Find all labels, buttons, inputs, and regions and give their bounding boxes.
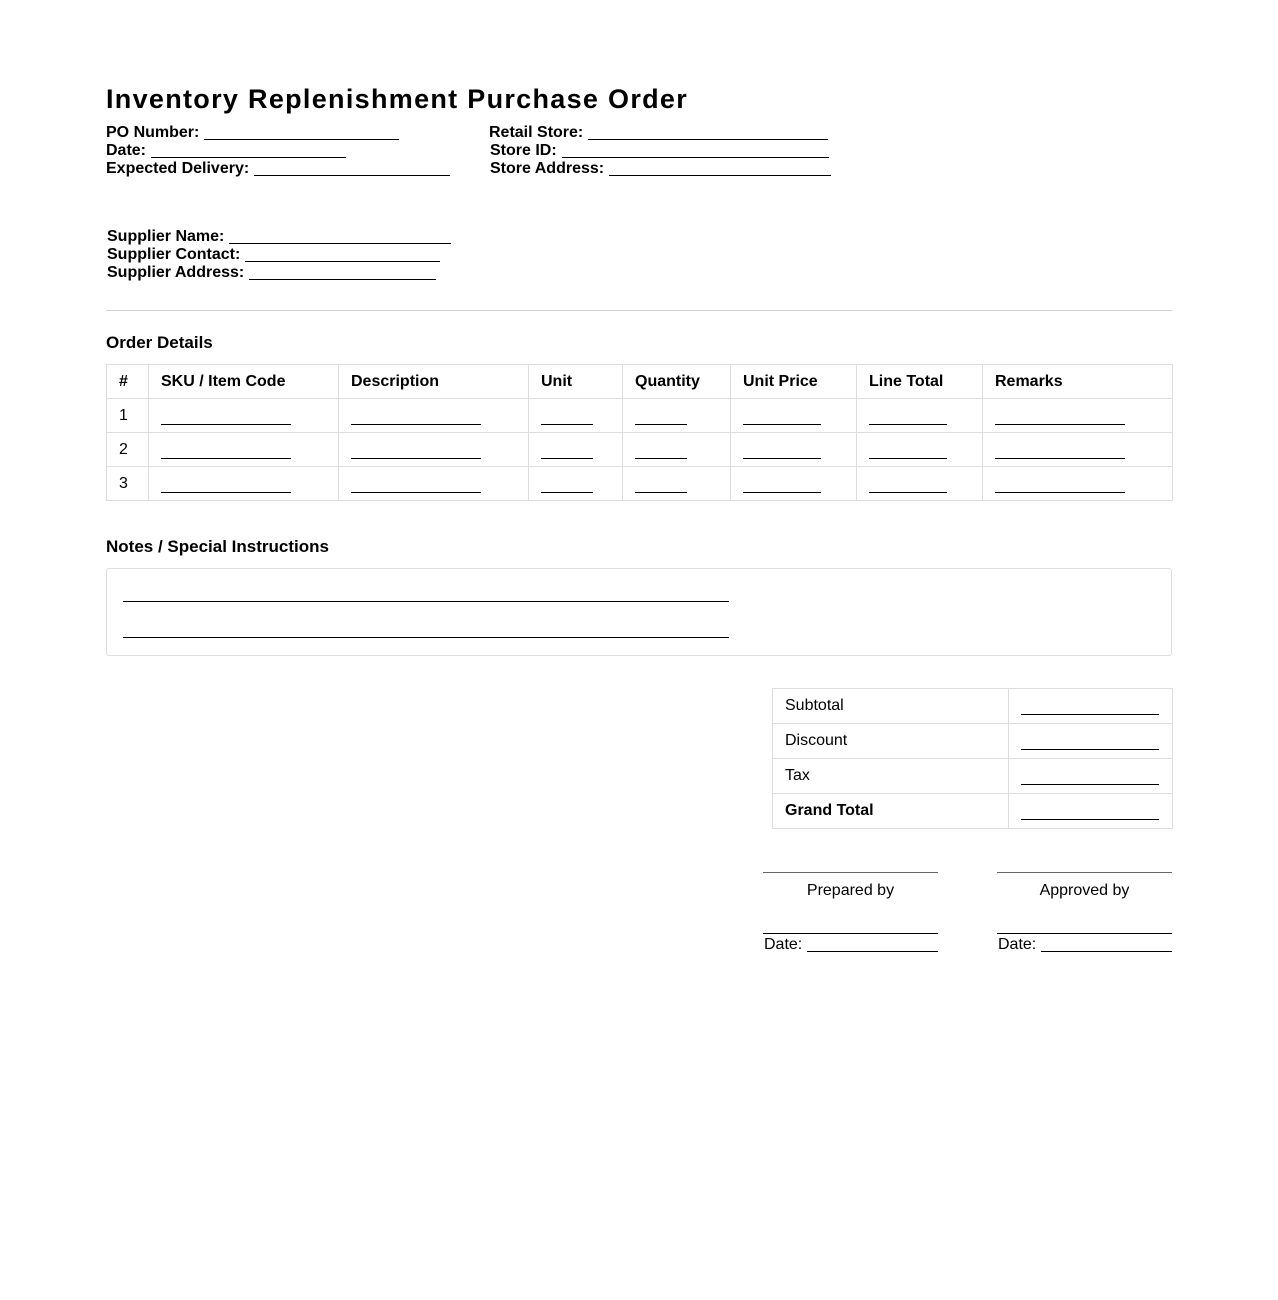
date-label: Date: [106,142,147,159]
unit-cell[interactable] [529,467,623,501]
store-id-label: Store ID: [490,142,557,159]
approved-by-signature-line[interactable] [997,872,1172,873]
quantity-cell[interactable] [623,399,731,433]
remarks-blank[interactable] [995,478,1125,493]
column-header-unit: Unit [529,365,623,399]
table-row [107,467,1173,501]
column-header-unit-price: Unit Price [731,365,857,399]
supplier-address-label: Supplier Address: [107,264,245,281]
section-divider [106,310,1172,311]
line-total-cell[interactable] [857,399,983,433]
column-header-remarks: Remarks [983,365,1173,399]
approved-by-date-field[interactable] [998,936,1172,954]
subtotal-row [773,689,1173,724]
description-cell[interactable] [339,399,529,433]
description-blank[interactable] [351,478,481,493]
unit-price-cell[interactable] [731,399,857,433]
store-id-field[interactable] [490,142,829,160]
column-header-sku: SKU / Item Code [149,365,339,399]
totals-table [772,688,1173,829]
prepared-by-label: Prepared by [806,882,895,899]
line-total-blank[interactable] [869,478,947,493]
sku-cell[interactable] [149,399,339,433]
approved-by-signature-block [997,872,1172,953]
quantity-blank[interactable] [635,444,687,459]
line-total-blank[interactable] [869,444,947,459]
discount-label: Discount [773,724,1009,759]
quantity-cell[interactable] [623,467,731,501]
sku-cell[interactable] [149,467,339,501]
sku-cell[interactable] [149,433,339,467]
supplier-name-label: Supplier Name: [107,228,225,245]
unit-price-blank[interactable] [743,444,821,459]
subtotal-label: Subtotal [773,689,1009,724]
remarks-blank[interactable] [995,444,1125,459]
approved-by-rule [997,933,1172,934]
expected-delivery-blank[interactable] [254,160,450,176]
remarks-cell[interactable] [983,433,1173,467]
tax-row [773,759,1173,794]
column-header-description: Description [339,365,529,399]
supplier-contact-blank[interactable] [245,246,440,262]
description-blank[interactable] [351,410,481,425]
store-address-label: Store Address: [490,160,605,177]
retail-store-label: Retail Store: [489,124,584,141]
tax-blank[interactable] [1021,770,1159,785]
store-address-field[interactable] [490,160,831,178]
supplier-address-blank[interactable] [249,264,436,280]
sku-blank[interactable] [161,410,291,425]
description-blank[interactable] [351,444,481,459]
approved-by-date-label: Date: [998,936,1037,953]
unit-price-cell[interactable] [731,433,857,467]
unit-blank[interactable] [541,478,593,493]
store-address-blank[interactable] [609,160,831,176]
prepared-by-signature-block [763,872,938,953]
column-header-line-total: Line Total [857,365,983,399]
row-number: 1 [107,399,149,433]
unit-blank[interactable] [541,444,593,459]
document-title: Inventory Replenishment Purchase Order [106,84,689,114]
line-total-blank[interactable] [869,410,947,425]
row-number: 3 [107,467,149,501]
unit-price-cell[interactable] [731,467,857,501]
column-header-number: # [107,365,149,399]
discount-value-cell[interactable] [1009,724,1173,759]
grand-total-row [773,794,1173,829]
notes-box[interactable] [106,568,1172,656]
po-number-label: PO Number: [106,124,200,141]
sku-blank[interactable] [161,478,291,493]
order-details-table [106,364,1173,501]
description-cell[interactable] [339,467,529,501]
po-number-blank[interactable] [204,124,399,140]
quantity-blank[interactable] [635,410,687,425]
subtotal-value-cell[interactable] [1009,689,1173,724]
unit-blank[interactable] [541,410,593,425]
unit-price-blank[interactable] [743,410,821,425]
discount-row [773,724,1173,759]
approved-by-date-blank[interactable] [1041,936,1172,952]
notes-title: Notes / Special Instructions [106,537,329,556]
prepared-by-date-field[interactable] [764,936,938,954]
tax-value-cell[interactable] [1009,759,1173,794]
grand-total-blank[interactable] [1021,805,1159,820]
po-number-field[interactable] [106,124,399,142]
subtotal-blank[interactable] [1021,700,1159,715]
prepared-by-date-label: Date: [764,936,803,953]
grand-total-value-cell[interactable] [1009,794,1173,829]
retail-store-field[interactable] [489,124,828,142]
description-cell[interactable] [339,433,529,467]
remarks-blank[interactable] [995,410,1125,425]
expected-delivery-field[interactable] [106,160,450,178]
supplier-name-field[interactable] [107,228,451,246]
supplier-address-field[interactable] [107,264,436,282]
expected-delivery-label: Expected Delivery: [106,160,250,177]
order-details-title: Order Details [106,333,213,352]
supplier-contact-label: Supplier Contact: [107,246,241,263]
prepared-by-date-blank[interactable] [807,936,938,952]
approved-by-label: Approved by [1039,882,1130,899]
notes-line[interactable] [123,601,729,602]
table-row [107,399,1173,433]
tax-label: Tax [773,759,1009,794]
prepared-by-signature-line[interactable] [763,872,938,873]
notes-line[interactable] [123,637,729,638]
line-total-cell[interactable] [857,467,983,501]
retail-store-blank[interactable] [588,124,828,140]
date-field[interactable] [106,142,346,160]
store-id-blank[interactable] [562,142,829,158]
quantity-blank[interactable] [635,478,687,493]
quantity-cell[interactable] [623,433,731,467]
unit-cell[interactable] [529,399,623,433]
supplier-contact-field[interactable] [107,246,440,264]
unit-cell[interactable] [529,433,623,467]
column-header-quantity: Quantity [623,365,731,399]
date-blank[interactable] [151,142,346,158]
prepared-by-rule [763,933,938,934]
table-header-row [107,365,1173,399]
table-row [107,433,1173,467]
grand-total-label: Grand Total [773,794,1009,829]
discount-blank[interactable] [1021,735,1159,750]
supplier-name-blank[interactable] [229,228,451,244]
unit-price-blank[interactable] [743,478,821,493]
remarks-cell[interactable] [983,399,1173,433]
line-total-cell[interactable] [857,433,983,467]
remarks-cell[interactable] [983,467,1173,501]
sku-blank[interactable] [161,444,291,459]
row-number: 2 [107,433,149,467]
